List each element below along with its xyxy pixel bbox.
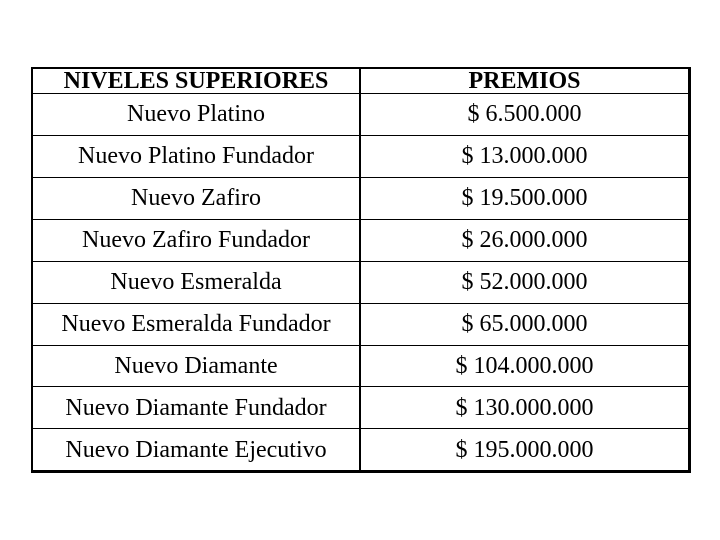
header-levels: NIVELES SUPERIORES bbox=[33, 69, 360, 94]
table-row bbox=[33, 387, 688, 429]
prize-cell: $ 13.000.000 bbox=[360, 135, 688, 177]
prize-cell: $ 26.000.000 bbox=[360, 219, 688, 261]
table-header-row bbox=[33, 69, 688, 94]
level-cell: Nuevo Platino Fundador bbox=[33, 135, 360, 177]
level-cell: Nuevo Platino bbox=[33, 94, 360, 136]
prize-cell: $ 104.000.000 bbox=[360, 345, 688, 387]
table-row bbox=[33, 429, 688, 470]
level-cell: Nuevo Diamante Fundador bbox=[33, 387, 360, 429]
level-cell: Nuevo Diamante bbox=[33, 345, 360, 387]
awards-table-frame bbox=[31, 67, 691, 473]
level-cell: Nuevo Esmeralda Fundador bbox=[33, 303, 360, 345]
table-row bbox=[33, 345, 688, 387]
table-row bbox=[33, 177, 688, 219]
header-prizes: PREMIOS bbox=[360, 69, 688, 94]
prize-cell: $ 19.500.000 bbox=[360, 177, 688, 219]
table-row bbox=[33, 94, 688, 136]
table-row bbox=[33, 219, 688, 261]
table-row bbox=[33, 261, 688, 303]
level-cell: Nuevo Esmeralda bbox=[33, 261, 360, 303]
prize-cell: $ 195.000.000 bbox=[360, 429, 688, 470]
prize-cell: $ 65.000.000 bbox=[360, 303, 688, 345]
level-cell: Nuevo Zafiro bbox=[33, 177, 360, 219]
prize-cell: $ 52.000.000 bbox=[360, 261, 688, 303]
table-row bbox=[33, 135, 688, 177]
table-row bbox=[33, 303, 688, 345]
level-cell: Nuevo Zafiro Fundador bbox=[33, 219, 360, 261]
prize-cell: $ 130.000.000 bbox=[360, 387, 688, 429]
awards-table bbox=[33, 69, 688, 470]
level-cell: Nuevo Diamante Ejecutivo bbox=[33, 429, 360, 470]
prize-cell: $ 6.500.000 bbox=[360, 94, 688, 136]
